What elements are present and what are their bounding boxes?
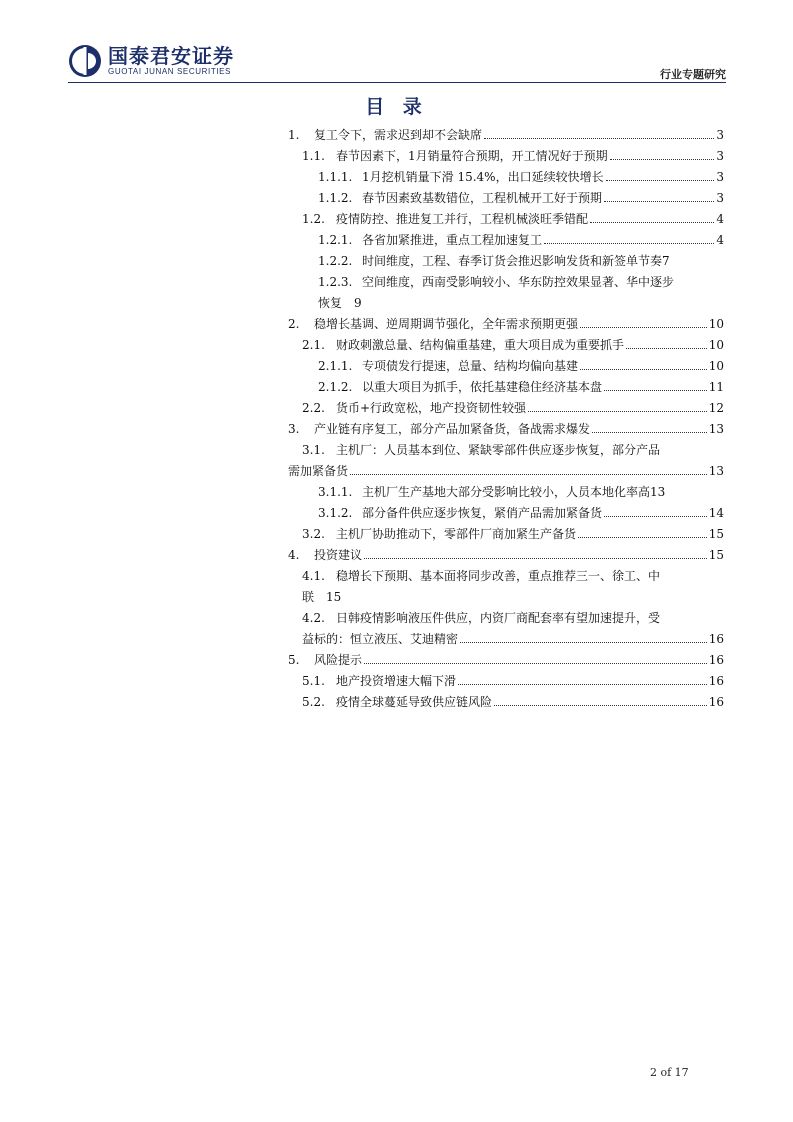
toc-text: 春节因素致基数错位，工程机械开工好于预期	[362, 191, 603, 205]
toc-number: 1.2.3.	[318, 275, 353, 289]
toc-title: 目 录	[365, 96, 428, 118]
toc-entry[interactable]	[288, 419, 724, 440]
toc-text: 稳增长下预期、基本面将同步改善，重点推荐三一、徐工、中	[336, 569, 661, 583]
toc-page: 16	[708, 653, 724, 667]
table-of-contents	[288, 125, 724, 713]
toc-page: 15	[326, 590, 342, 604]
toc-number: 1.2.	[302, 212, 325, 226]
toc-entry[interactable]	[288, 272, 724, 314]
toc-entry[interactable]	[288, 209, 724, 230]
toc-entry[interactable]	[288, 692, 724, 713]
toc-page: 15	[708, 548, 724, 562]
toc-page: 13	[708, 422, 724, 436]
logo-chinese-name: 国泰君安证券	[108, 44, 234, 68]
report-type-label: 行业专题研究	[660, 68, 726, 81]
toc-number: 2.	[288, 317, 300, 331]
toc-leader	[604, 516, 707, 517]
toc-text: 疫情全球蔓延导致供应链风险	[336, 695, 493, 709]
toc-number: 1.	[288, 128, 300, 142]
toc-page: 4	[716, 212, 724, 226]
toc-number: 1.2.1.	[318, 233, 353, 247]
toc-text-continued: 恢复	[318, 296, 343, 310]
toc-entry[interactable]	[288, 146, 724, 167]
toc-number: 1.1.2.	[318, 191, 353, 205]
toc-leader	[364, 558, 707, 559]
page-indicator: 2 of 17	[650, 1066, 689, 1079]
toc-page: 16	[708, 695, 724, 709]
toc-page: 10	[708, 359, 724, 373]
toc-page: 12	[708, 401, 724, 415]
toc-entry[interactable]	[288, 566, 724, 608]
toc-text-continued: 联	[302, 590, 315, 604]
toc-leader	[580, 327, 707, 328]
toc-entry[interactable]	[288, 650, 724, 671]
toc-number: 2.1.1.	[318, 359, 353, 373]
toc-text: 各省加紧推进，重点工程加速复工	[362, 233, 543, 247]
toc-entry[interactable]	[288, 167, 724, 188]
toc-leader	[460, 642, 707, 643]
toc-text: 春节因素下，1月销量符合预期，开工情况好于预期	[336, 149, 608, 163]
toc-text: 部分备件供应逐步恢复，紧俏产品需加紧备货	[362, 506, 603, 520]
toc-number: 4.2.	[302, 611, 325, 625]
toc-page: 3	[716, 149, 724, 163]
toc-page: 9	[354, 296, 362, 310]
toc-text: 财政刺激总量、结构偏重基建，重大项目成为重要抓手	[336, 338, 625, 352]
toc-leader	[484, 138, 714, 139]
toc-page: 16	[708, 632, 724, 646]
toc-leader	[364, 663, 707, 664]
toc-number: 3.1.	[302, 443, 325, 457]
toc-page: 14	[708, 506, 724, 520]
toc-number: 3.1.1.	[318, 485, 353, 499]
toc-entry[interactable]	[288, 356, 724, 377]
toc-leader	[604, 390, 707, 391]
toc-text: 1月挖机销量下滑 15.4%，出口延续较快增长	[362, 170, 604, 184]
toc-entry[interactable]	[288, 440, 724, 482]
toc-leader	[606, 180, 715, 181]
toc-page: 3	[716, 128, 724, 142]
toc-number: 5.1.	[302, 674, 325, 688]
toc-text: 产业链有序复工，部分产品加紧备货，备战需求爆发	[314, 422, 591, 436]
page-header	[68, 42, 726, 83]
toc-entry[interactable]	[288, 314, 724, 335]
toc-entry[interactable]	[288, 188, 724, 209]
toc-leader	[544, 243, 714, 244]
toc-entry[interactable]	[288, 671, 724, 692]
toc-page: 13	[650, 485, 666, 499]
toc-number: 2.2.	[302, 401, 325, 415]
toc-leader	[592, 432, 707, 433]
toc-page: 3	[716, 191, 724, 205]
guotai-junan-logo-icon	[68, 44, 102, 78]
toc-text: 货币+行政宽松，地产投资韧性较强	[336, 401, 527, 415]
toc-entry[interactable]	[288, 125, 724, 146]
toc-text: 日韩疫情影响液压件供应，内资厂商配套率有望加速提升，受	[336, 611, 661, 625]
toc-number: 3.	[288, 422, 300, 436]
toc-number: 1.1.1.	[318, 170, 353, 184]
toc-number: 2.1.	[302, 338, 325, 352]
toc-number: 5.2.	[302, 695, 325, 709]
toc-entry[interactable]	[288, 251, 724, 272]
toc-text: 稳增长基调、逆周期调节强化，全年需求预期更强	[314, 317, 579, 331]
toc-entry[interactable]	[288, 377, 724, 398]
toc-number: 3.2.	[302, 527, 325, 541]
toc-text: 时间维度，工程、春季订货会推迟影响发货和新签单节奏	[362, 254, 663, 268]
toc-text: 疫情防控、推进复工并行，工程机械淡旺季错配	[336, 212, 589, 226]
toc-number: 3.1.2.	[318, 506, 353, 520]
toc-page: 3	[716, 170, 724, 184]
toc-page: 16	[708, 674, 724, 688]
toc-page: 13	[708, 464, 724, 478]
toc-entry[interactable]	[288, 503, 724, 524]
toc-text: 专项债发行提速，总量、结构均偏向基建	[362, 359, 579, 373]
toc-entry[interactable]	[288, 524, 724, 545]
toc-text: 主机厂生产基地大部分受影响比较小，人员本地化率高	[362, 485, 651, 499]
toc-text: 复工令下，需求迟到却不会缺席	[314, 128, 483, 142]
toc-leader	[590, 222, 714, 223]
toc-page: 10	[708, 317, 724, 331]
toc-entry[interactable]	[288, 482, 724, 503]
toc-text: 投资建议	[314, 548, 363, 562]
toc-leader	[494, 705, 707, 706]
toc-page: 4	[716, 233, 724, 247]
company-logo	[68, 44, 234, 78]
toc-leader	[626, 348, 707, 349]
toc-page: 10	[708, 338, 724, 352]
toc-number: 4.1.	[302, 569, 325, 583]
toc-text: 空间维度，西南受影响较小、华东防控效果显著、华中逐步	[362, 275, 675, 289]
toc-text: 地产投资增速大幅下滑	[336, 674, 457, 688]
toc-leader	[580, 369, 707, 370]
toc-page: 7	[662, 254, 670, 268]
toc-leader	[610, 159, 715, 160]
toc-leader	[604, 201, 714, 202]
toc-page: 11	[708, 380, 724, 394]
toc-entry[interactable]	[288, 230, 724, 251]
toc-number: 1.2.2.	[318, 254, 353, 268]
toc-leader	[528, 411, 707, 412]
toc-leader	[578, 537, 707, 538]
toc-entry[interactable]	[288, 545, 724, 566]
toc-text: 以重大项目为抓手，依托基建稳住经济基本盘	[362, 380, 603, 394]
toc-page: 15	[708, 527, 724, 541]
toc-text-continued: 需加紧备货	[288, 464, 349, 478]
toc-number: 2.1.2.	[318, 380, 353, 394]
toc-text: 主机厂：人员基本到位、紧缺零部件供应逐步恢复，部分产品	[336, 443, 661, 457]
logo-english-name: GUOTAI JUNAN SECURITIES	[108, 67, 231, 76]
toc-leader	[350, 474, 707, 475]
toc-number: 5.	[288, 653, 300, 667]
toc-entry[interactable]	[288, 398, 724, 419]
toc-leader	[458, 684, 707, 685]
toc-entry[interactable]	[288, 608, 724, 650]
toc-text: 主机厂协助推动下，零部件厂商加紧生产备货	[336, 527, 577, 541]
toc-number: 1.1.	[302, 149, 325, 163]
toc-entry[interactable]	[288, 335, 724, 356]
toc-text: 风险提示	[314, 653, 363, 667]
toc-number: 4.	[288, 548, 300, 562]
toc-text-continued: 益标的：恒立液压、艾迪精密	[302, 632, 459, 646]
